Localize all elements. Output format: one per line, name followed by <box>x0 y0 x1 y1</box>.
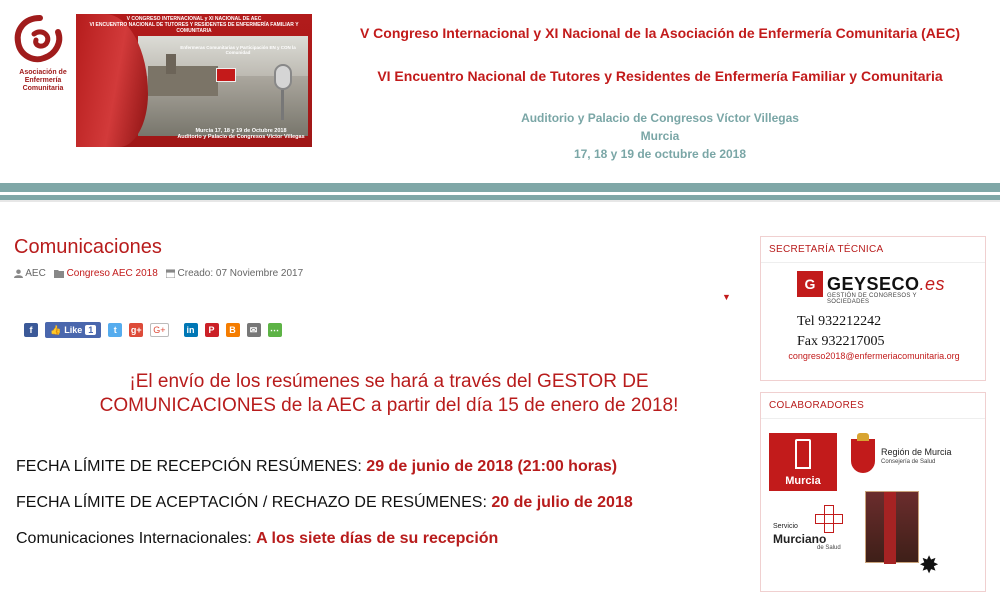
folder-icon <box>54 269 64 278</box>
coat-of-arms-icon <box>851 439 875 473</box>
like-button[interactable] <box>45 322 101 338</box>
star-logo-icon: ✸ <box>919 552 940 579</box>
header-divider <box>0 183 1000 202</box>
user-icon <box>14 269 23 278</box>
linkedin-icon[interactable]: in <box>184 323 198 337</box>
google-icon[interactable]: g+ <box>130 325 142 335</box>
author-meta <box>14 268 46 279</box>
cross-icon <box>815 505 841 531</box>
like-label: Like <box>64 325 83 335</box>
brand-sub: GESTIÓN DE CONGRESOS Y SOCIEDADES <box>827 293 917 305</box>
colaboradores-panel <box>760 392 986 592</box>
deadline-international <box>16 530 498 548</box>
fax: Fax 932217005 <box>797 334 885 349</box>
aec-logo[interactable] <box>10 14 70 94</box>
microphone-icon <box>274 64 292 90</box>
murcia-label: Murcia <box>785 475 821 487</box>
header-title-1: V Congreso Internacional y XI Nacional de la Asociación de Enfermería Comunitaria (AEC) <box>359 25 961 41</box>
article-meta <box>14 268 734 279</box>
category-link[interactable]: Congreso AEC 2018 <box>66 268 158 279</box>
city: Murcia <box>640 129 680 143</box>
share-icon[interactable]: ⋯ <box>268 323 282 337</box>
facebook-icon[interactable]: f <box>24 323 38 337</box>
geyseco-logo[interactable] <box>797 271 957 352</box>
contact-email[interactable]: congreso2018@enfermeriacomunitaria.org <box>788 351 960 361</box>
announcement <box>44 370 734 418</box>
announcement-text: ¡El envío de los resúmenes se hará a través del GESTOR DE COMUNICACIONES de la AEC a partir del día <box>99 371 649 416</box>
twitter-icon[interactable]: t <box>108 323 122 337</box>
author-name: AEC <box>25 268 46 279</box>
share-bar <box>24 322 282 338</box>
deadline-acceptance <box>16 494 633 512</box>
ayuntamiento-murcia-logo[interactable] <box>769 433 837 491</box>
enfermeria-book-logo[interactable] <box>865 491 919 563</box>
logo-text: Asociación de Enfermería Comunitaria <box>19 69 67 92</box>
region-sub: Consejería de Salud <box>881 459 936 465</box>
announcement-date: 15 de enero de 2018 <box>497 395 674 416</box>
category-meta <box>54 268 158 279</box>
sms-line1: Servicio <box>773 523 798 530</box>
email-icon[interactable]: ✉ <box>247 323 261 337</box>
banner-subtitle: Enfermeras Comunitarias y Participación EN y CON la Comunidad <box>180 45 296 55</box>
pinterest-icon[interactable]: P <box>205 323 219 337</box>
announcement-end: ! <box>673 395 679 416</box>
secretaria-title: SECRETARÍA TÉCNICA <box>761 237 985 263</box>
site-header <box>0 0 1000 183</box>
sms-line2: Murciano <box>773 532 827 546</box>
deadline-value: 20 de julio de 2018 <box>491 494 633 511</box>
google-plus-icon[interactable]: G+ <box>150 323 168 337</box>
article <box>14 230 734 547</box>
header-venue-block <box>320 109 1000 163</box>
header-title-2: VI Encuentro Nacional de Tutores y Residentes de Enfermería Familiar y Comunitaria <box>377 68 943 84</box>
dates: 17, 18 y 19 de octubre de 2018 <box>573 147 747 161</box>
geyseco-mark-icon: G <box>797 271 823 297</box>
sms-line3: de Salud <box>817 545 841 551</box>
murcia-flag-icon <box>216 68 236 82</box>
thumbs-up-icon: 👍 <box>50 324 62 335</box>
brand-suffix: .es <box>919 273 946 294</box>
colaboradores-title: COLABORADORES <box>761 393 985 419</box>
congress-banner[interactable] <box>76 14 312 147</box>
brand-name: GEYSECO <box>827 273 920 294</box>
aec-logo-icon <box>12 14 68 66</box>
tel: Tel 932212242 <box>797 314 882 329</box>
banner-date: Murcia 17, 18 y 19 de Octubre 2018 Auditorio y Palacio de Congresos Víctor Villegas <box>177 128 305 140</box>
deadline-label: Comunicaciones Internacionales: <box>16 530 252 547</box>
deadline-value: A los siete días de su recepción <box>256 530 499 547</box>
deadline-label: FECHA LÍMITE DE ACEPTACIÓN / RECHAZO DE RESÚMENES: <box>16 494 487 511</box>
region-name: Región de Murcia <box>881 447 952 457</box>
article-tools-dropdown[interactable]: ▼ <box>722 292 731 302</box>
servicio-murciano-salud-logo[interactable] <box>769 505 859 553</box>
deadline-value: 29 de junio de 2018 (21:00 horas) <box>366 458 618 475</box>
banner-top-text: V CONGRESO INTERNACIONAL y XI NACIONAL DE AEC VI ENCUENTRO NACIONAL DE TUTORES Y RESIDENTES DE ENFERMERÍA FAMILIAR Y COMUNITARIA <box>89 16 299 34</box>
like-count: 1 <box>85 325 96 335</box>
created-meta <box>166 268 303 279</box>
venue: Auditorio y Palacio de Congresos Víctor Villegas <box>521 111 799 125</box>
tower-icon <box>795 439 811 469</box>
created-date: Creado: 07 Noviembre 2017 <box>177 268 304 279</box>
blogger-icon[interactable]: B <box>226 323 240 337</box>
article-title: Comunicaciones <box>14 236 162 258</box>
deadline-reception <box>16 458 617 476</box>
calendar-icon <box>166 269 175 278</box>
deadline-label: FECHA LÍMITE DE RECEPCIÓN RESÚMENES: <box>16 458 362 475</box>
secretaria-panel <box>760 236 986 381</box>
